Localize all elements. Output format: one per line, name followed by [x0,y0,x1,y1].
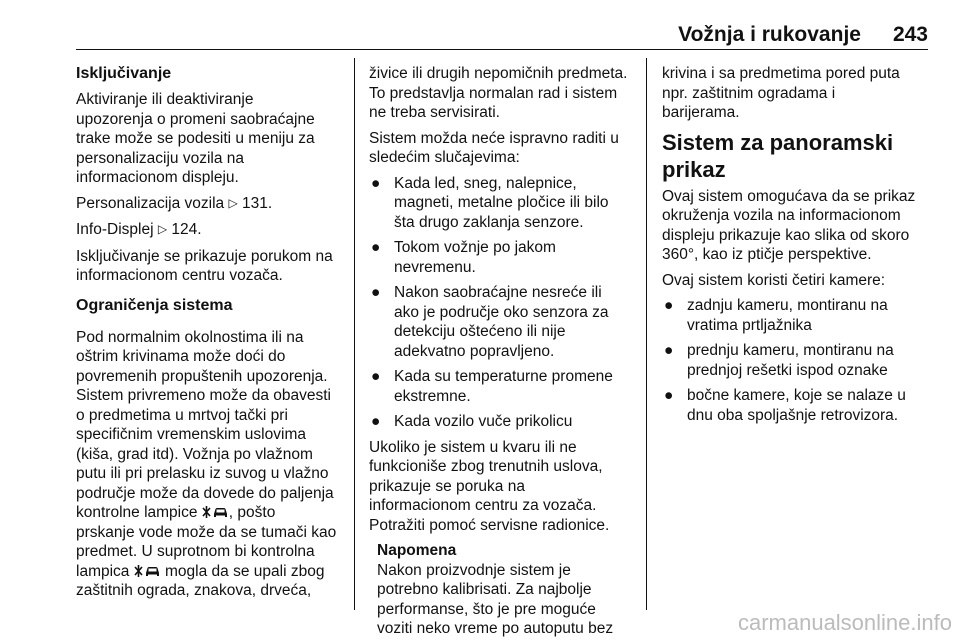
column-2 [369,64,641,639]
list-item-text [394,367,613,406]
side-blind-spot-warning-icon [202,505,229,519]
text-line: trake može se podesiti u meniju za [76,130,315,147]
text-line: potrebno kalibrisati. Za najbolje [377,581,592,598]
reference-text: Info-Displej [76,221,158,238]
list-item [369,283,641,361]
list-item-text [394,412,572,432]
text-line: Sistem možda neće ispravno raditi u [369,129,619,147]
text-line: zadnju kameru, montiranu na [687,297,888,314]
page-number: 243 [892,23,928,46]
text-line: To predstavlja normalan rad i sistem [369,84,618,102]
text-line: informacionom centru vozača. [76,267,283,284]
watermark: carmanualsonline.info [737,610,952,635]
text-line: adekvatno popravljeno. [394,342,555,360]
text-line: Isključivanje se prikazuje porukom na [76,247,333,265]
column-divider-2 [646,58,647,610]
side-blind-spot-warning-icon [134,564,161,578]
text-line: detekciju oštećeno ili nije [394,323,566,340]
text-line: sledećim slučajevima: [369,149,520,166]
text-line: Kada vozilo vuče prikolicu [394,413,573,430]
chapter-title: Vožnja i rukovanje [678,23,861,46]
list-item-text [394,283,609,361]
text-line: zaštitnih ograda, znakova, drveća, [76,582,312,599]
text-line: Tokom vožnje po jakom [394,239,556,256]
text-line: prskanje vode može da se tumači kao [76,523,337,541]
text-line: oštrim krivinama može doći do [76,348,286,365]
text-line: magneti, metalne pločice ili bilo [394,194,609,211]
header-rule [76,49,928,50]
bullet-icon: ● [664,297,674,314]
paragraph [76,90,346,188]
text-line: Sistem privremeno može da obavesti [76,387,332,404]
paragraph [369,438,641,536]
column-1 [76,64,346,607]
reference-text: Personalizacija vozila [76,194,229,212]
page-ref-arrow-icon: ▷ [228,195,238,210]
heading-line: Sistem za panoramski [662,129,894,155]
text-line: ako je područje oko senzora za [394,303,609,321]
text-line: Potražiti pomoć servisne radionice. [369,516,610,534]
paragraph: Ovaj sistem koristi četiri kamere: [662,271,886,289]
text-line: ekstremne. [394,387,471,405]
text-line: okruženja vozila na informacionom [662,207,901,224]
text-line: dnu oba spoljašnje retrovizora. [687,406,899,424]
text-line [76,562,346,582]
text-line: nevremenu. [394,258,476,276]
text-line: 360°, kao iz ptičje perspektive. [662,246,872,263]
note-box [369,541,641,639]
text-line: informacionom displeju. [76,169,239,186]
page-header [76,22,928,48]
list-item [369,238,641,277]
list-item-text [687,386,906,425]
reference-page: 131. [242,194,273,212]
list-item-text [394,238,556,277]
text-line: prednjoj rešetki ispod oznake [687,361,888,379]
text-line: Nakon saobraćajne nesreće ili [394,284,602,301]
text-line: Kada led, sneg, nalepnice, [394,174,577,192]
note-title: Napomena [377,542,457,559]
paragraph [76,247,346,286]
text-fragment: kontrolne lampice [76,504,202,521]
list-item-text [394,174,609,233]
text-line: predmet. U suprotnom bi kontrolna [76,543,315,560]
text-line: ne treba servisirati. [369,104,500,121]
text-line: funkcioniše zbog trenutnih uslova, [369,458,603,475]
list-item [369,367,641,406]
paragraph [369,64,641,123]
paragraph [662,64,934,123]
text-line: povremenih propuštenih upozorenja. [76,367,328,385]
text-line: npr. zaštitnim ogradama i [662,84,836,102]
text-line: bočne kamere, koje se nalaze u [687,387,906,404]
text-fragment: mogla da se upali zbog [160,562,325,580]
text-line: Ukoliko je sistem u kvaru ili ne [369,438,577,456]
bullet-icon: ● [371,284,381,301]
text-line: područje može da dovede do paljenja [76,484,334,502]
bullet-icon: ● [371,413,381,430]
paragraph [369,129,641,168]
list-item [662,296,934,335]
section-heading-ogranicenja: Ograničenja sistema [76,296,233,314]
bullet-icon: ● [371,239,381,256]
section-heading-iskljucivanje: Isključivanje [76,65,172,82]
list-item-text [687,341,894,380]
list-item [369,174,641,233]
section-heading-panoramski-prikaz [662,129,934,183]
text-line: personalizaciju vozila na [76,149,245,167]
text-line: Kada su temperaturne promene [394,368,613,385]
column-3 [662,64,934,431]
bullet-icon: ● [371,368,381,385]
text-line: voziti neko vreme po autoputu bez [377,620,614,637]
text-line: (kiša, grad itd). Vožnja po vlažnom [76,445,313,463]
text-line: Pod normalnim okolnostima ili na [76,328,304,346]
text-line: šta drugo zaklanja senzore. [394,213,584,231]
text-line: Aktiviranje ili deaktiviranje [76,91,254,108]
list-item [662,386,934,425]
reference-page: 124. [171,221,202,238]
text-line: Nakon proizvodnje sistem je [377,561,571,579]
column-divider-1 [354,58,355,610]
text-line: specifičnim vremenskim uslovima [76,426,306,443]
text-line: živice ili drugih nepomičnih predmeta. [369,65,628,82]
text-line: prikazuje se poruka na [369,477,525,495]
text-line: Ovaj sistem omogućava da se prikaz [662,187,916,205]
page-ref-arrow-icon: ▷ [157,222,168,236]
text-line: upozorenja o promeni saobraćajne [76,110,315,128]
text-line [76,503,346,523]
text-line: krivina i sa predmetima pored puta [662,65,900,82]
text-fragment: , pošto [228,504,276,521]
paragraph [76,328,346,601]
text-line: performanse, što je pre moguće [377,600,596,618]
bullet-icon: ● [664,387,674,404]
cross-reference[interactable] [76,220,346,241]
text-line: displeju prikazuje kao slika od skoro [662,226,910,244]
text-line: o predmetima u mrtvoj tački pri [76,406,288,424]
text-line: vratima prtljažnika [687,316,812,334]
bullet-icon: ● [371,174,381,192]
list-item [662,341,934,380]
text-line: barijerama. [662,104,740,121]
heading-line: prikaz [662,156,726,182]
text-line: putu ili pri prelasku iz suvog u vlažno [76,465,329,482]
bullet-icon: ● [664,342,674,359]
text-line: informacionom centru za vozača. [369,497,597,514]
paragraph [662,187,934,265]
text-line: prednju kameru, montiranu na [687,342,894,359]
text-fragment: lampica [76,562,134,580]
cross-reference[interactable] [76,194,346,215]
list-item-text [687,296,888,335]
list-item [369,412,641,432]
